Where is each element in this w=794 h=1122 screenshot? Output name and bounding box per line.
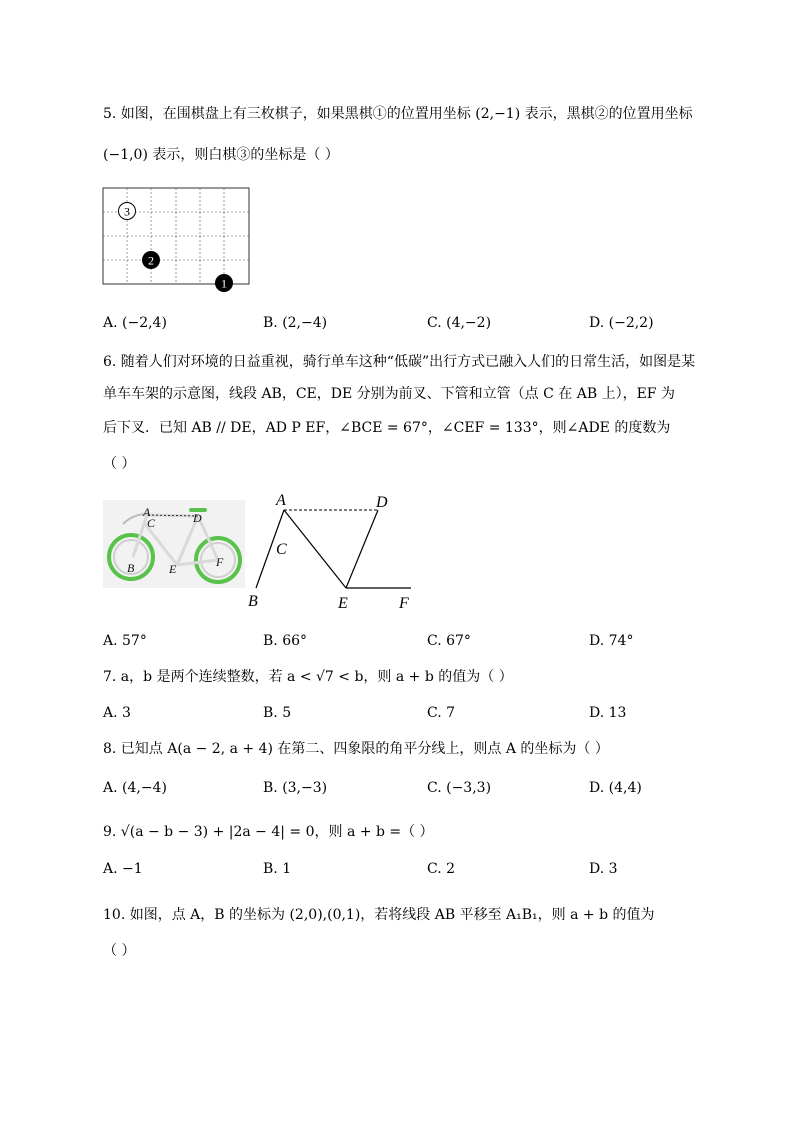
q5-option-d[interactable]: D. (−2,2) — [589, 315, 654, 331]
q8-options — [103, 778, 703, 798]
black-stone-1-label: 1 — [221, 276, 227, 291]
q5-option-a[interactable]: A. (−2,4) — [103, 315, 167, 331]
photo-label-f: F — [216, 555, 224, 569]
q5-option-c[interactable]: C. (4,−2) — [427, 315, 492, 331]
q9-option-c[interactable]: C. 2 — [427, 861, 456, 877]
bicycle-photo — [103, 500, 245, 588]
q9-option-b[interactable]: B. 1 — [263, 861, 292, 877]
q8-option-a[interactable]: A. (4,−4) — [103, 780, 167, 796]
q5-text-line2: (−1,0) 表示，则白棋③的坐标是（ ） — [103, 147, 339, 163]
q7-options — [103, 703, 703, 723]
q5-options — [103, 313, 703, 333]
q6-text-line2: 单车车架的示意图，线段 AB，CE，DE 分别为前叉、下管和立管（点 C 在 AB 上），EF 为 — [103, 386, 675, 402]
q7-option-a[interactable]: A. 3 — [103, 705, 131, 721]
photo-label-c: C — [147, 516, 156, 530]
figure-label-f: F — [399, 595, 409, 612]
q7-option-c[interactable]: C. 7 — [427, 705, 456, 721]
q8-text-line1: 8. 已知点 A(a − 2, a + 4) 在第二、四象限的角平分线上，则点 A 的坐标为（ ） — [103, 741, 609, 757]
q10-text-line1: 10. 如图，点 A，B 的坐标为 (2,0),(0,1)，若将线段 AB 平移至 A₁B₁，则 a + b 的值为 — [103, 907, 655, 923]
q6-option-d[interactable]: D. 74° — [589, 633, 634, 649]
q8-option-b[interactable]: B. (3,−3) — [263, 780, 328, 796]
q5-option-b[interactable]: B. (2,−4) — [263, 315, 328, 331]
white-stone-label: 3 — [124, 204, 130, 219]
figure-label-c: C — [276, 541, 287, 558]
q7-text-line1: 7. a，b 是两个连续整数，若 a < √7 < b，则 a + b 的值为（ ） — [103, 669, 513, 685]
black-stone-2 — [142, 251, 160, 269]
q6-text-line1: 6. 随着人们对环境的日益重视，骑行单车这种“低碳”出行方式已融入人们的日常生活，如图是某 — [103, 354, 696, 370]
q9-options — [103, 859, 703, 879]
photo-label-e: E — [169, 562, 177, 576]
figure-label-a: A — [276, 492, 286, 509]
photo-label-b: B — [127, 561, 135, 575]
figure-label-d: D — [376, 494, 388, 511]
q5-text-line1: 5. 如图，在围棋盘上有三枚棋子，如果黑棋①的位置用坐标 (2,−1) 表示，黑棋②的位置用坐标 — [103, 106, 693, 122]
q6-option-a[interactable]: A. 57° — [103, 633, 147, 649]
q6-options — [103, 631, 703, 651]
q9-option-a[interactable]: A. −1 — [103, 861, 143, 877]
q9-option-d[interactable]: D. 3 — [589, 861, 618, 877]
q6-option-c[interactable]: C. 67° — [427, 633, 471, 649]
photo-label-d: D — [193, 511, 202, 525]
black-stone-1 — [215, 274, 233, 292]
figure-label-e: E — [338, 595, 348, 612]
photo-label-a: A — [143, 505, 151, 519]
q8-option-c[interactable]: C. (−3,3) — [427, 780, 492, 796]
q9-text-line1: 9. √(a − b − 3) + |2a − 4| = 0，则 a + b =（ ） — [103, 824, 434, 840]
q6-text-line4: （ ） — [103, 456, 136, 472]
bike-frame-diagram — [246, 488, 416, 613]
q7-option-d[interactable]: D. 13 — [589, 705, 627, 721]
go-board-figure — [100, 184, 250, 294]
figure-label-b: B — [248, 593, 258, 610]
q7-option-b[interactable]: B. 5 — [263, 705, 292, 721]
white-stone-3 — [119, 203, 136, 220]
q6-option-b[interactable]: B. 66° — [263, 633, 308, 649]
black-stone-2-label: 2 — [148, 253, 154, 268]
q6-text-line3: 后下叉．已知 AB // DE，AD P EF，∠BCE = 67°，∠CEF = 133°，则∠ADE 的度数为 — [103, 420, 671, 436]
q8-option-d[interactable]: D. (4,4) — [589, 780, 642, 796]
q10-text-line2: （ ） — [103, 943, 136, 959]
